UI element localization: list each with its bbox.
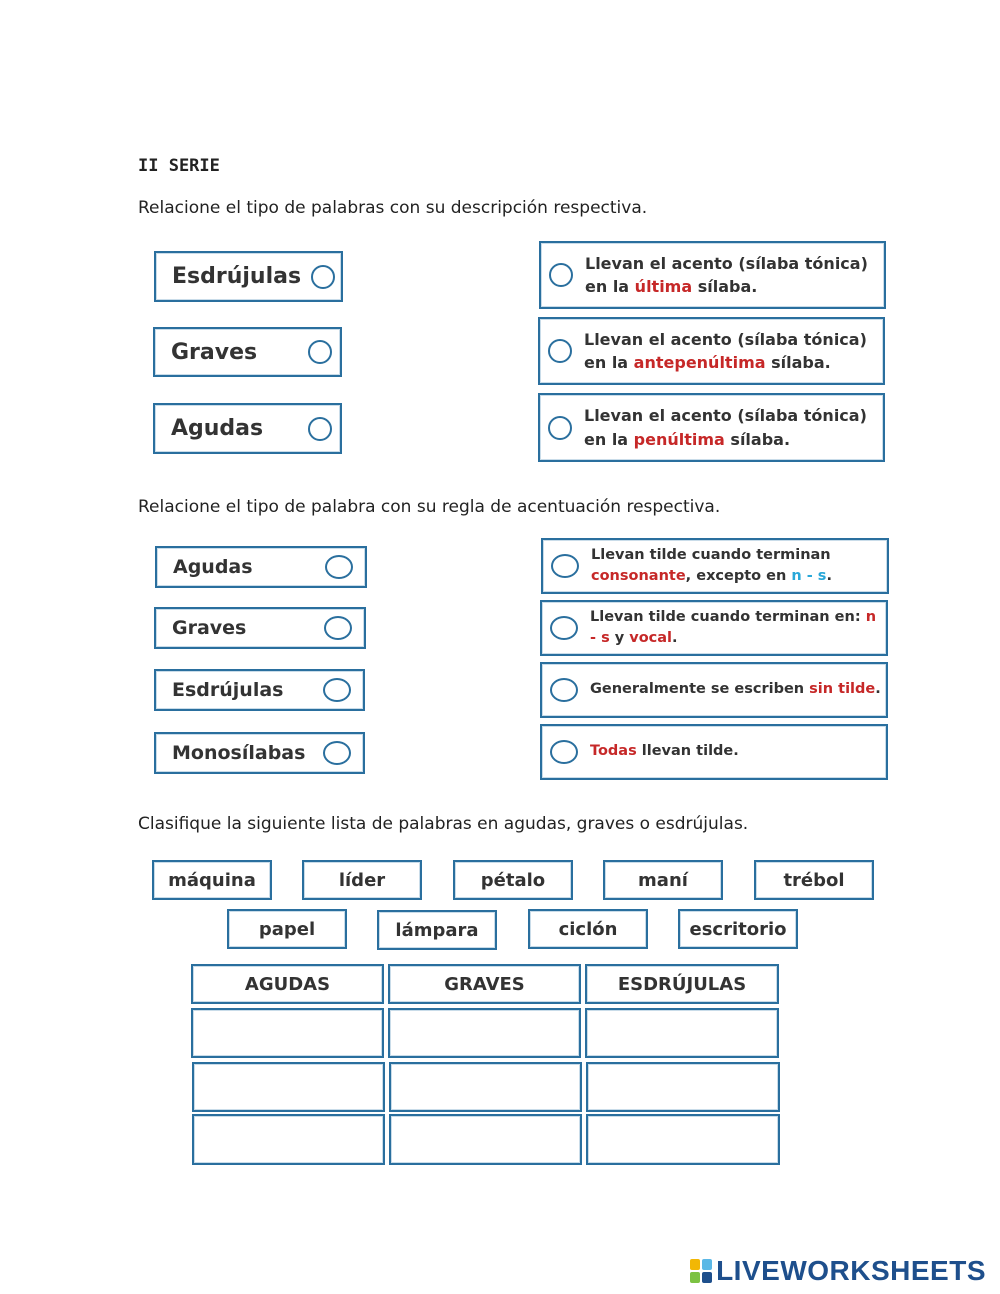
table-header-esdrujulas: ESDRÚJULAS — [585, 964, 779, 1004]
word-label: Esdrújulas — [172, 679, 284, 701]
match2-word-esdrujulas — [154, 669, 365, 711]
liveworksheets-logo — [690, 1255, 986, 1287]
match-target-circle[interactable] — [549, 263, 573, 287]
match-target-circle[interactable] — [550, 616, 578, 640]
match2-word-agudas — [155, 546, 367, 588]
drop-cell[interactable] — [389, 1062, 582, 1112]
match-target-circle[interactable] — [311, 265, 335, 289]
word-label: Agudas — [171, 416, 264, 441]
word-label: Monosílabas — [172, 742, 306, 764]
match-target-circle[interactable] — [324, 616, 352, 640]
match-target-circle[interactable] — [550, 740, 578, 764]
rule-text: Generalmente se escriben sin tilde. — [590, 681, 881, 698]
match-target-circle[interactable] — [548, 339, 572, 363]
rule-text: Llevan tilde cuando terminan en: n - s y vocal. — [590, 608, 877, 646]
drop-cell[interactable] — [389, 1114, 582, 1165]
word-chip[interactable]: ciclón — [528, 909, 648, 949]
logo-icon — [690, 1259, 712, 1283]
word-chip[interactable]: lámpara — [377, 910, 497, 950]
word-label: Graves — [171, 339, 258, 365]
match1-desc-antepenultima — [538, 317, 885, 385]
match-target-circle[interactable] — [550, 678, 578, 702]
drop-cell[interactable] — [388, 1008, 581, 1058]
match-target-circle[interactable] — [308, 340, 332, 364]
table-header-graves: GRAVES — [388, 964, 581, 1004]
rule-text: Todas llevan tilde. — [590, 743, 739, 760]
description-text: Llevan el acento (sílaba tónica) en la penúltima sílaba. — [584, 406, 867, 449]
match1-word-agudas — [153, 403, 342, 454]
instruction-3: Clasifique la siguiente lista de palabras en agudas, graves o esdrújulas. — [138, 814, 749, 834]
match2-rule-4 — [540, 724, 888, 780]
drop-cell[interactable] — [586, 1062, 780, 1112]
drop-cell[interactable] — [585, 1008, 779, 1058]
table-header-agudas: AGUDAS — [191, 964, 384, 1004]
word-chip[interactable]: trébol — [754, 860, 874, 900]
description-text: Llevan el acento (sílaba tónica) en la antepenúltima sílaba. — [584, 329, 867, 372]
drop-cell[interactable] — [192, 1114, 385, 1165]
match-target-circle[interactable] — [323, 741, 351, 765]
match2-rule-3 — [540, 662, 888, 718]
rule-text: Llevan tilde cuando terminan consonante, excepto en n - s. — [591, 546, 832, 584]
word-chip[interactable]: máquina — [152, 860, 272, 900]
description-text: Llevan el acento (sílaba tónica) en la última sílaba. — [585, 253, 868, 296]
match-target-circle[interactable] — [551, 554, 579, 578]
match-target-circle[interactable] — [308, 417, 332, 441]
drop-cell[interactable] — [191, 1008, 384, 1058]
match-target-circle[interactable] — [548, 416, 572, 440]
word-chip[interactable]: papel — [227, 909, 347, 949]
match1-desc-ultima — [539, 241, 886, 309]
word-label: Graves — [172, 617, 247, 639]
series-title: II SERIE — [138, 156, 220, 176]
word-chip[interactable]: pétalo — [453, 860, 573, 900]
logo-text: LIVEWORKSHEETS — [716, 1255, 986, 1286]
instruction-1: Relacione el tipo de palabras con su descripción respectiva. — [138, 198, 648, 218]
match-target-circle[interactable] — [323, 678, 351, 702]
drop-cell[interactable] — [192, 1062, 385, 1112]
match2-word-graves — [154, 607, 366, 649]
match1-desc-penultima — [538, 393, 885, 462]
match2-word-monosilabas — [154, 732, 365, 774]
match1-word-graves — [153, 327, 342, 377]
word-label: Agudas — [173, 556, 253, 578]
drop-cell[interactable] — [586, 1114, 780, 1165]
match2-rule-1 — [541, 538, 889, 594]
match2-rule-2 — [540, 600, 888, 656]
match1-word-esdrujulas — [154, 251, 343, 302]
word-chip[interactable]: maní — [603, 860, 723, 900]
word-label: Esdrújulas — [172, 264, 302, 289]
word-chip[interactable]: escritorio — [678, 909, 798, 949]
word-chip[interactable]: líder — [302, 860, 422, 900]
instruction-2: Relacione el tipo de palabra con su regla de acentuación respectiva. — [138, 497, 721, 517]
match-target-circle[interactable] — [325, 555, 353, 579]
